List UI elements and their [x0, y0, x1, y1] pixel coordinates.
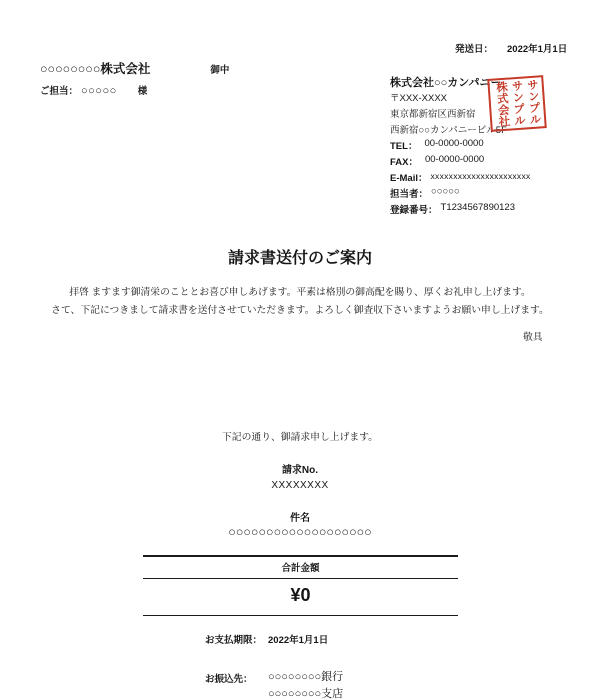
due-date-label: お支払期限： [205, 635, 263, 646]
attention-honorific: 様 [137, 86, 148, 97]
subject-value: ○○○○○○○○○○○○○○○○○○○ [228, 525, 372, 539]
email-label: E-Mail： [390, 173, 428, 184]
sender-fax-row [390, 154, 531, 170]
sent-date-row [455, 41, 567, 55]
bank-transfer-details [268, 669, 343, 700]
subject-label: 件名 [290, 513, 310, 524]
tel-value: 00-0000-0000 [424, 138, 484, 149]
sender-email-row [390, 170, 531, 186]
attention-name: ○○○○○ [81, 85, 117, 97]
contact-name: ○○○○○ [431, 186, 460, 197]
invoice-no-value: XXXXXXXX [271, 480, 329, 491]
billing-intro: 下記の通り、御請求申し上げます。 [222, 432, 378, 443]
sender-tel-row [390, 138, 531, 154]
company-seal-text: サンプルサンプル株式会社 [494, 78, 541, 128]
sender-address-line2: 西新宿○○カンパニービル5F [390, 125, 507, 136]
total-amount-value: ¥0 [143, 579, 458, 616]
recipient-company-name: ○○○○○○○○株式会社 [40, 62, 151, 76]
recipient-attention-row [40, 83, 229, 97]
fax-label: FAX： [390, 157, 418, 168]
recipient-company-row [40, 59, 229, 77]
bank-transfer-label: お振込先： [205, 674, 253, 685]
sent-date-value: 2022年1月1日 [507, 44, 568, 55]
recipient-block [40, 59, 229, 97]
registration-label: 登録番号： [390, 205, 438, 216]
greeting-line-2: さて、下記につきまして請求書を送付させていただきます。よろしく御査収下さいますようお願い申し上げます。 [51, 304, 549, 316]
bank-transfer-row [205, 669, 343, 700]
invoice-no-label: 請求No. [281, 465, 319, 476]
company-seal-stamp [487, 75, 547, 132]
sender-company-name: 株式会社○○カンパニー [390, 77, 502, 89]
greeting-line-1: 拝啓 ますます御清栄のこととお喜び申しあげます。平素は格別の御高配を賜り、厚くお礼申し上げます。 [69, 287, 531, 298]
sender-postal-code: 〒XXX-XXXX [390, 93, 448, 104]
bank-name: ○○○○○○○○銀行 [268, 671, 344, 683]
sender-address-line1: 東京都新宿区西新宿 [390, 109, 476, 120]
sender-contact-row [390, 186, 531, 202]
closing-word: 敬具 [523, 332, 543, 343]
total-amount-box [143, 555, 458, 616]
contact-label: 担当者： [390, 189, 429, 200]
sender-registration-row [390, 202, 531, 218]
tel-label: TEL： [390, 141, 418, 152]
sent-date-label: 発送日： [455, 44, 494, 55]
attention-label: ご担当： [40, 86, 79, 97]
total-amount-label: 合計金額 [143, 555, 458, 579]
recipient-honorific: 御中 [210, 65, 230, 76]
greeting-paragraph [0, 284, 600, 319]
document-title: 請求書送付のご案内 [227, 250, 372, 267]
due-date-row [205, 632, 328, 646]
registration-number: T1234567890123 [440, 202, 516, 213]
branch-name: ○○○○○○○○支店 [268, 688, 344, 700]
due-date-value: 2022年1月1日 [268, 635, 329, 646]
fax-value: 00-0000-0000 [424, 154, 485, 165]
email-value: xxxxxxxxxxxxxxxxxxxxxx [430, 171, 531, 181]
